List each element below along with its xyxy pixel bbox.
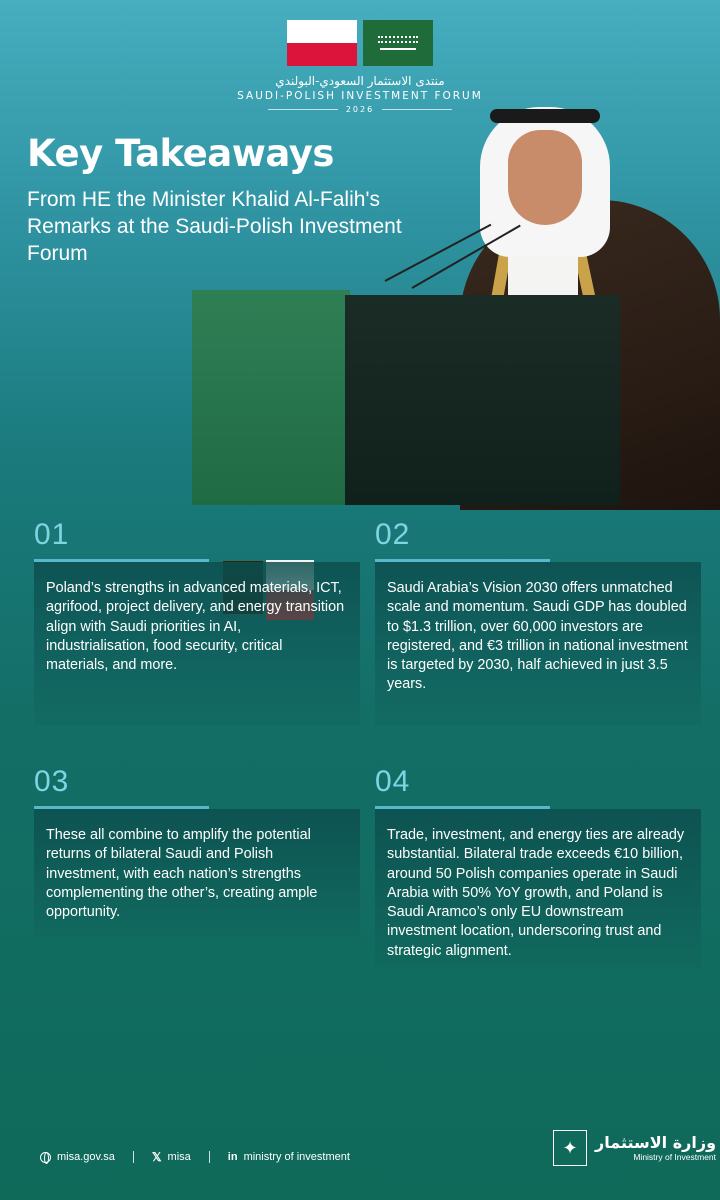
footer-links: [40, 1150, 350, 1164]
takeaway-number: 01: [34, 518, 70, 551]
takeaway-number: 02: [375, 518, 411, 551]
takeaway-text: Trade, investment, and energy ties are already substantial. Bilateral trade exceeds €10 billion, around 50 Polish companies operate in Saudi Arabia with 50% YoY growth, and Poland is Saudi Aramco’s only EU downstream investment location, underscoring trust and strategic alignment.: [375, 809, 701, 969]
takeaway-text: Saudi Arabia’s Vision 2030 offers unmatched scale and momentum. Saudi GDP has doubled to $1.3 trillion, over 60,000 investors are registered, and €3 trillion in national investment is targeted by 2030, half achieved in just 3.5 years.: [375, 562, 701, 725]
website-text: misa.gov.sa: [57, 1151, 115, 1163]
ministry-name-english: Ministry of Investment: [633, 1152, 717, 1162]
saudi-emblem-icon: ✦: [553, 1130, 587, 1166]
page-title: Key Takeaways: [27, 132, 334, 175]
website-link[interactable]: [40, 1151, 115, 1163]
takeaway-card: [375, 765, 701, 969]
x-handle-text: misa: [167, 1151, 191, 1163]
globe-icon: [40, 1152, 51, 1163]
x-link[interactable]: [152, 1150, 191, 1164]
divider: [133, 1151, 134, 1163]
takeaway-number: 03: [34, 765, 70, 798]
takeaway-text: Poland’s strengths in advanced materials, ICT, agrifood, project delivery, and energy transition align with Saudi priorities in AI, industrialisation, food security, critical materials, and more.: [34, 562, 360, 725]
forum-year-text: 2026: [345, 105, 375, 114]
ministry-name-arabic: وزارة الاستثمار: [595, 1133, 717, 1152]
linkedin-icon: in: [227, 1151, 238, 1163]
takeaway-text: These all combine to amplify the potential returns of bilateral Saudi and Polish investment, with each nation’s strengths complementing the other’s, creating ample opportunity.: [34, 809, 360, 937]
takeaway-card: [34, 765, 360, 937]
linkedin-text: ministry of investment: [243, 1151, 350, 1163]
ministry-logo: [553, 1130, 716, 1166]
x-logo-icon: 𝕏: [151, 1150, 162, 1164]
takeaway-number: 04: [375, 765, 411, 798]
takeaway-card: [34, 518, 360, 725]
forum-name-arabic: منتدى الاستثمار السعودي-البولندي: [275, 74, 445, 88]
podium: [192, 290, 350, 505]
flags: [0, 20, 720, 66]
poland-flag-icon: [287, 20, 357, 66]
forum-name-english: SAUDI-POLISH INVESTMENT FORUM: [237, 90, 483, 102]
divider: [209, 1151, 210, 1163]
takeaway-card: [375, 518, 701, 725]
page-subtitle: From HE the Minister Khalid Al-Falih's Remarks at the Saudi-Polish Investment Forum: [27, 188, 402, 265]
linkedin-link[interactable]: [228, 1151, 350, 1163]
saudi-flag-icon: [363, 20, 433, 66]
